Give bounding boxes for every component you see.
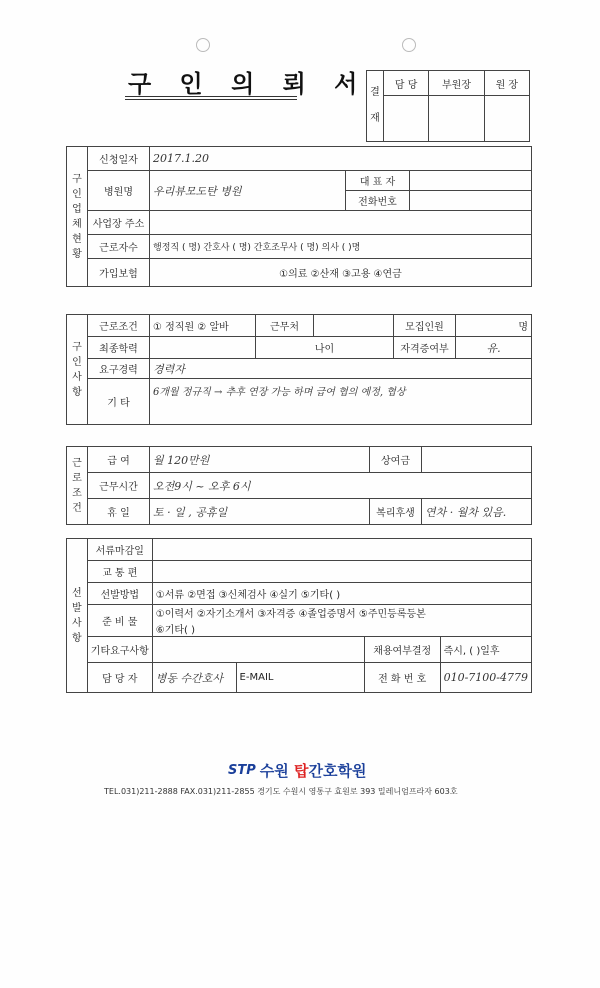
transport-field[interactable]: [152, 561, 531, 583]
footer-contact: TEL.031)211-2888 FAX.031)211-2855 경기도 수원시 영통구 효원로 393 밀레니엄프라자 603호: [104, 787, 458, 796]
license-label: 자격증여부: [394, 337, 456, 359]
other-req-field[interactable]: [152, 637, 364, 663]
deadline-field[interactable]: [152, 539, 531, 561]
selection-section: [66, 538, 532, 693]
approval-box: [366, 70, 530, 142]
apply-date-field[interactable]: 2017.1.20: [150, 147, 532, 171]
hours-label: 근무시간: [88, 473, 150, 499]
recruit-section: [66, 314, 532, 425]
education-field[interactable]: [150, 337, 256, 359]
recruit-side-label: 구 인 사 항: [67, 315, 88, 425]
tel-field[interactable]: 010-7100-4779: [440, 663, 531, 693]
email-label: E-MAIL: [239, 672, 274, 683]
phone-label: 전화번호: [346, 191, 410, 211]
career-field[interactable]: 경력자: [150, 359, 532, 379]
salary-field[interactable]: 월 120만원: [150, 447, 370, 473]
holiday-label: 휴 일: [88, 499, 150, 525]
logo-name: 수원 탑간호학원: [259, 762, 367, 780]
bonus-field[interactable]: [422, 447, 532, 473]
title-underline-2: [125, 99, 297, 100]
hire-label: 채용여부결정: [364, 637, 440, 663]
workers-label: 근로자수: [88, 235, 150, 259]
etc-label: 기 타: [88, 379, 150, 425]
ceo-label: 대 표 자: [346, 171, 410, 191]
address-field[interactable]: [150, 211, 532, 235]
workplace-label: 근무처: [256, 315, 314, 337]
logo-mark: STP: [228, 763, 256, 778]
docs-other[interactable]: ⑥기타( ): [152, 621, 531, 637]
approval-header-vice: 부원장: [429, 71, 484, 96]
condition-options[interactable]: ① 정직원 ② 알바: [150, 315, 256, 337]
email-field[interactable]: [236, 663, 364, 693]
insurance-options[interactable]: ①의료 ②산재 ③고용 ④연금: [150, 259, 532, 287]
career-label: 요구경력: [88, 359, 150, 379]
approval-sign-staff[interactable]: [384, 96, 429, 142]
welfare-label: 복리후생: [370, 499, 422, 525]
selection-side-label: 선 발 사 항: [67, 539, 88, 693]
license-field[interactable]: 유.: [456, 337, 532, 359]
contact-field[interactable]: 병동 수간호사: [152, 663, 236, 693]
docs-label: 준 비 물: [87, 605, 152, 637]
ceo-field[interactable]: [410, 171, 532, 191]
punch-hole-left: [196, 38, 210, 52]
contact-label: 담 당 자: [87, 663, 152, 693]
apply-date-label: 신청일자: [88, 147, 150, 171]
welfare-field[interactable]: 연차 · 월차 있음.: [422, 499, 532, 525]
holiday-field[interactable]: 토 · 일 , 공휴일: [150, 499, 370, 525]
other-req-label: 기타요구사항: [87, 637, 152, 663]
deadline-label: 서류마감일: [87, 539, 152, 561]
hire-field[interactable]: 즉시, ( )일후: [440, 637, 531, 663]
workplace-field[interactable]: [314, 315, 394, 337]
education-label: 최종학력: [88, 337, 150, 359]
academy-logo: [228, 760, 366, 781]
company-side-label: 구 인 업 체 현 황: [67, 147, 88, 287]
workers-field[interactable]: 행정직 ( 명) 간호사 ( 명) 간호조무사 ( 명) 의사 ( )명: [150, 235, 532, 259]
approval-sign-vice[interactable]: [429, 96, 484, 142]
hospital-field[interactable]: 우리뷰모도탄 병원: [150, 171, 346, 211]
transport-label: 교 통 편: [87, 561, 152, 583]
condition-label: 근로조건: [88, 315, 150, 337]
punch-hole-right: [402, 38, 416, 52]
phone-field[interactable]: [410, 191, 532, 211]
address-label: 사업장 주소: [88, 211, 150, 235]
tel-label: 전 화 번 호: [364, 663, 440, 693]
approval-header-director: 원 장: [484, 71, 529, 96]
method-label: 선발방법: [87, 583, 152, 605]
approval-side-label: 결 재: [367, 71, 384, 142]
headcount-field[interactable]: 명: [456, 315, 532, 337]
etc-field[interactable]: 6개월 정규직 → 추후 연장 가능 하며 급여 협의 예정, 협상: [150, 379, 532, 425]
title-underline: [125, 96, 297, 97]
hospital-label: 병원명: [88, 171, 150, 211]
headcount-label: 모집인원: [394, 315, 456, 337]
work-side-label: 근 로 조 건: [67, 447, 88, 525]
docs-options[interactable]: ①이력서 ②자기소개서 ③자격증 ④졸업증명서 ⑤주민등록등본: [152, 605, 531, 621]
salary-label: 급 여: [88, 447, 150, 473]
insurance-label: 가입보험: [88, 259, 150, 287]
work-section: [66, 446, 532, 525]
hours-field[interactable]: 오전9시 ~ 오후 6시: [150, 473, 532, 499]
approval-sign-director[interactable]: [484, 96, 529, 142]
bonus-label: 상여금: [370, 447, 422, 473]
company-section: [66, 146, 532, 287]
approval-header-staff: 담 당: [384, 71, 429, 96]
method-options[interactable]: ①서류 ②면접 ③신체검사 ④실기 ⑤기타( ): [152, 583, 531, 605]
form-title: 구 인 의 뢰 서: [128, 70, 368, 98]
age-label: 나이: [256, 337, 394, 359]
